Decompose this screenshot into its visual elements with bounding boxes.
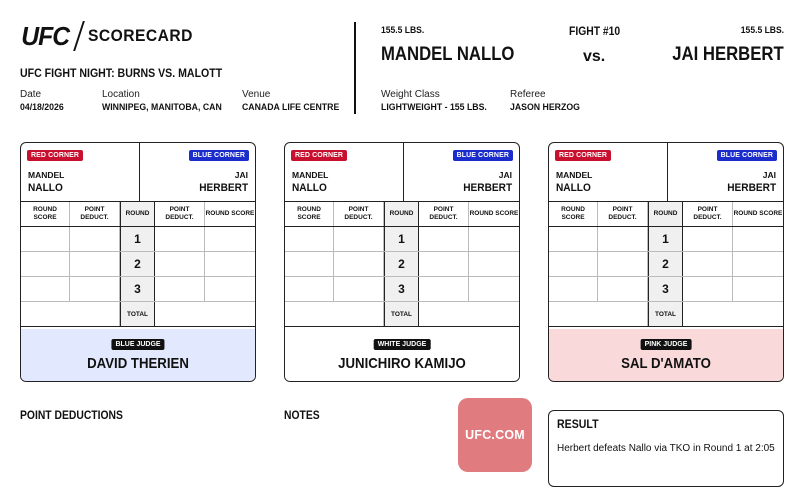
red-round-score-header: ROUND SCORE — [21, 202, 70, 226]
red-total-cell[interactable] — [285, 302, 384, 326]
location-value: WINNIPEG, MANITOBA, CAN — [102, 102, 222, 113]
grid-header — [285, 202, 519, 227]
blue-fighter-weight: 155.5 LBS. — [740, 25, 784, 36]
total-row — [21, 302, 255, 327]
judge-area — [21, 329, 255, 382]
result-text: Herbert defeats Nallo via TKO in Round 1 at 2:05 — [557, 443, 775, 454]
event-title: UFC FIGHT NIGHT: BURNS VS. MALOTT — [20, 68, 223, 80]
round-row — [21, 227, 255, 252]
blue-point-deduct-cell[interactable] — [419, 277, 469, 301]
red-last-name: NALLO — [28, 182, 63, 194]
blue-round-score-cell[interactable] — [733, 252, 783, 276]
red-round-score-header: ROUND SCORE — [285, 202, 334, 226]
total-row — [285, 302, 519, 327]
location-label: Location — [102, 89, 140, 100]
blue-point-deduct-header: POINT DEDUCT. — [683, 202, 733, 226]
blue-round-score-header: ROUND SCORE — [205, 210, 255, 217]
blue-last-name: HERBERT — [199, 182, 248, 194]
blue-last-name: HERBERT — [463, 182, 512, 194]
round-row — [549, 252, 783, 277]
ufc-com-badge[interactable] — [458, 398, 532, 472]
red-round-score-cell[interactable] — [285, 277, 334, 301]
card-divider — [139, 143, 140, 201]
round-number: 1 — [648, 227, 683, 251]
weight-class-label: Weight Class — [381, 89, 440, 100]
blue-point-deduct-cell[interactable] — [155, 227, 205, 251]
score-grid — [21, 202, 255, 327]
round-header: ROUND — [384, 202, 419, 226]
blue-corner-badge: BLUE CORNER — [453, 150, 513, 161]
blue-point-deduct-cell[interactable] — [155, 252, 205, 276]
blue-total-cell[interactable] — [419, 302, 519, 326]
round-number: 2 — [648, 252, 683, 276]
blue-round-score-cell[interactable] — [469, 277, 519, 301]
venue-value: CANADA LIFE CENTRE — [242, 102, 340, 113]
round-number: 2 — [120, 252, 155, 276]
blue-point-deduct-cell[interactable] — [683, 252, 733, 276]
red-fighter-weight: 155.5 LBS. — [381, 25, 425, 36]
red-point-deduct-cell[interactable] — [334, 227, 384, 251]
judge-name: DAVID THERIEN — [87, 355, 189, 372]
blue-total-cell[interactable] — [683, 302, 783, 326]
blue-first-name: JAI — [234, 170, 248, 180]
blue-round-score-cell[interactable] — [733, 277, 783, 301]
result-box — [548, 410, 784, 487]
red-first-name: MANDEL — [28, 170, 65, 180]
red-point-deduct-cell[interactable] — [598, 277, 648, 301]
score-grid — [285, 202, 519, 327]
red-point-deduct-cell[interactable] — [334, 277, 384, 301]
judge-name: SAL D'AMATO — [621, 355, 711, 372]
grid-header — [21, 202, 255, 227]
blue-first-name: JAI — [498, 170, 512, 180]
blue-point-deduct-cell[interactable] — [683, 277, 733, 301]
round-row — [285, 277, 519, 302]
red-total-cell[interactable] — [549, 302, 648, 326]
round-number: 3 — [384, 277, 419, 301]
red-round-score-cell[interactable] — [285, 227, 334, 251]
red-round-score-cell[interactable] — [549, 227, 598, 251]
judge-scorecard — [284, 142, 520, 382]
red-point-deduct-header: POINT DEDUCT. — [334, 202, 384, 226]
red-first-name: MANDEL — [556, 170, 593, 180]
result-title: RESULT — [557, 419, 599, 431]
blue-point-deduct-cell[interactable] — [419, 252, 469, 276]
total-label: TOTAL — [384, 302, 419, 326]
red-point-deduct-header: POINT DEDUCT. — [70, 202, 120, 226]
vs-label: vs. — [583, 48, 606, 65]
blue-corner-badge: BLUE CORNER — [717, 150, 777, 161]
red-round-score-cell[interactable] — [21, 252, 70, 276]
weight-class-value: LIGHTWEIGHT - 155 LBS. — [381, 102, 487, 113]
round-row — [549, 277, 783, 302]
red-round-score-cell[interactable] — [549, 277, 598, 301]
round-header: ROUND — [120, 202, 155, 226]
blue-round-score-cell[interactable] — [733, 227, 783, 251]
judge-scorecard — [20, 142, 256, 382]
blue-point-deduct-header: POINT DEDUCT. — [419, 202, 469, 226]
red-first-name: MANDEL — [292, 170, 329, 180]
round-row — [21, 277, 255, 302]
red-point-deduct-cell[interactable] — [70, 252, 120, 276]
red-point-deduct-cell[interactable] — [598, 227, 648, 251]
red-round-score-cell[interactable] — [21, 277, 70, 301]
ufc-logo-text: UFC — [21, 20, 70, 51]
round-header: ROUND — [648, 202, 683, 226]
notes-title: NOTES — [284, 410, 320, 422]
card-divider — [667, 143, 668, 201]
round-row — [285, 227, 519, 252]
red-point-deduct-cell[interactable] — [598, 252, 648, 276]
logo-divider — [74, 21, 86, 51]
blue-round-score-cell[interactable] — [469, 252, 519, 276]
round-number: 3 — [120, 277, 155, 301]
red-corner-badge: RED CORNER — [291, 150, 347, 161]
blue-fighter-name: JAI HERBERT — [672, 44, 784, 65]
blue-point-deduct-cell[interactable] — [155, 277, 205, 301]
scorecard-label: SCORECARD — [88, 26, 194, 45]
blue-round-score-header: ROUND SCORE — [469, 210, 519, 217]
red-round-score-cell[interactable] — [21, 227, 70, 251]
red-fighter-name: MANDEL NALLO — [381, 44, 515, 65]
blue-round-score-cell[interactable] — [205, 277, 255, 301]
judge-area — [549, 329, 783, 382]
total-label: TOTAL — [120, 302, 155, 326]
blue-round-score-cell[interactable] — [205, 252, 255, 276]
judge-name: JUNICHIRO KAMIJO — [338, 355, 466, 372]
round-row — [285, 252, 519, 277]
judge-badge: BLUE JUDGE — [111, 339, 164, 350]
red-corner-badge: RED CORNER — [555, 150, 611, 161]
round-number: 2 — [384, 252, 419, 276]
round-number: 3 — [648, 277, 683, 301]
blue-corner-badge: BLUE CORNER — [189, 150, 249, 161]
red-corner-badge: RED CORNER — [27, 150, 83, 161]
card-fighters — [285, 143, 519, 202]
fight-number: FIGHT #10 — [569, 26, 621, 38]
blue-last-name: HERBERT — [727, 182, 776, 194]
total-label: TOTAL — [648, 302, 683, 326]
round-row — [21, 252, 255, 277]
red-point-deduct-cell[interactable] — [70, 277, 120, 301]
ufc-com-label: UFC.COM — [465, 428, 525, 442]
referee-label: Referee — [510, 89, 546, 100]
score-grid — [549, 202, 783, 327]
blue-round-score-header: ROUND SCORE — [733, 210, 783, 217]
blue-total-cell[interactable] — [155, 302, 255, 326]
judge-area — [285, 329, 519, 382]
venue-label: Venue — [242, 89, 271, 100]
red-round-score-cell[interactable] — [549, 252, 598, 276]
grid-header — [549, 202, 783, 227]
red-total-cell[interactable] — [21, 302, 120, 326]
referee-value: JASON HERZOG — [510, 102, 580, 113]
card-divider — [403, 143, 404, 201]
date-value: 04/18/2026 — [20, 102, 64, 113]
total-row — [549, 302, 783, 327]
round-number: 1 — [384, 227, 419, 251]
red-round-score-cell[interactable] — [285, 252, 334, 276]
red-point-deduct-cell[interactable] — [70, 227, 120, 251]
date-label: Date — [20, 89, 42, 100]
round-row — [549, 227, 783, 252]
red-point-deduct-header: POINT DEDUCT. — [598, 202, 648, 226]
red-point-deduct-cell[interactable] — [334, 252, 384, 276]
ufc-scorecard-logo — [20, 20, 203, 52]
blue-point-deduct-cell[interactable] — [683, 227, 733, 251]
card-fighters — [21, 143, 255, 202]
blue-round-score-cell[interactable] — [469, 227, 519, 251]
blue-round-score-cell[interactable] — [205, 227, 255, 251]
card-fighters — [549, 143, 783, 202]
judge-scorecard — [548, 142, 784, 382]
red-last-name: NALLO — [556, 182, 591, 194]
blue-first-name: JAI — [762, 170, 776, 180]
blue-point-deduct-cell[interactable] — [419, 227, 469, 251]
judge-badge: PINK JUDGE — [641, 339, 692, 350]
round-number: 1 — [120, 227, 155, 251]
red-round-score-header: ROUND SCORE — [549, 202, 598, 226]
header-divider — [354, 22, 356, 114]
red-last-name: NALLO — [292, 182, 327, 194]
point-deductions-title: POINT DEDUCTIONS — [20, 410, 123, 422]
blue-point-deduct-header: POINT DEDUCT. — [155, 202, 205, 226]
judge-badge: WHITE JUDGE — [374, 339, 431, 350]
